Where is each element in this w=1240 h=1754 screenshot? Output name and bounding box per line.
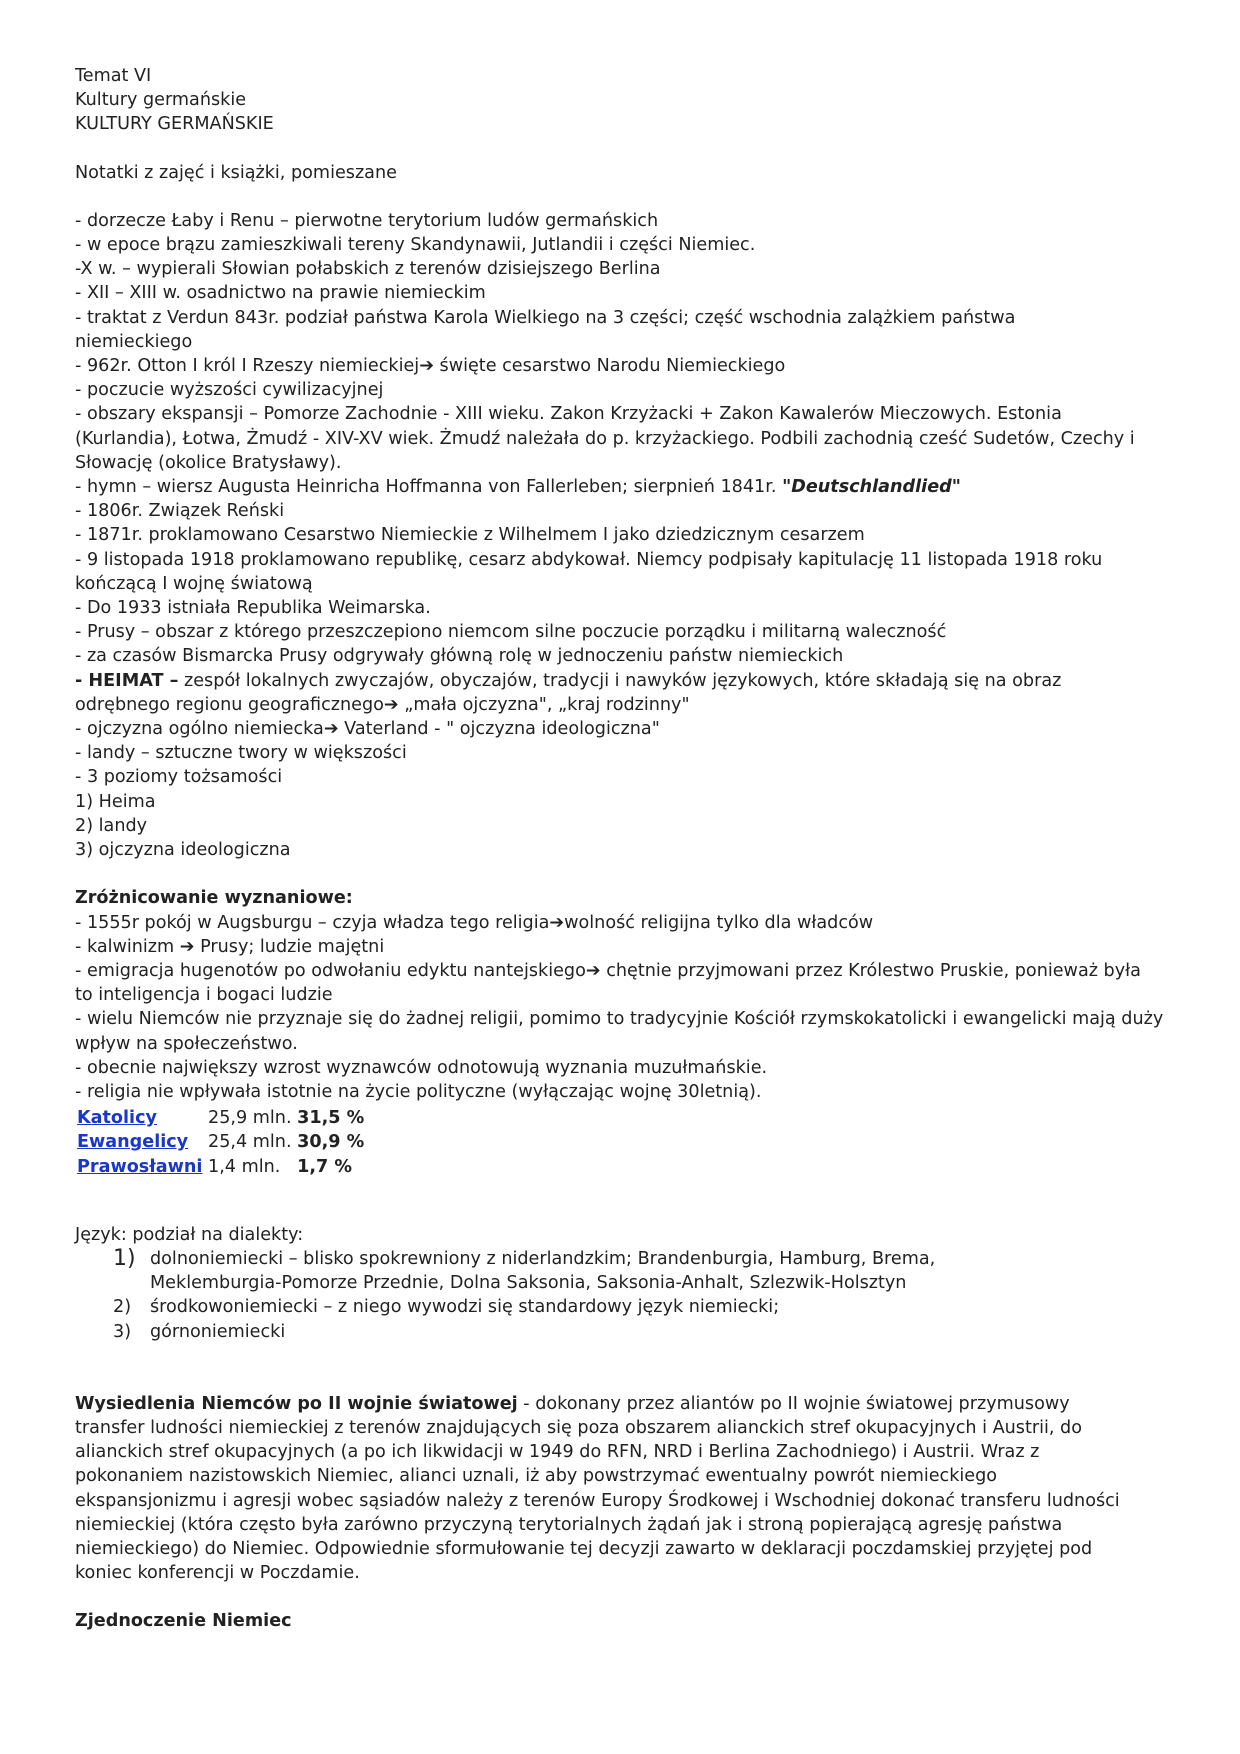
religion-text: chętnie przyjmowani przez Królestwo Pruskie, ponieważ była to inteligencja i bogaci ludzie (75, 960, 1141, 1006)
fact-text: - hymn – wiersz Augusta Heinricha Hoffmanna von Fallerleben; sierpnień 1841r. (75, 477, 783, 498)
stats-percent: 30,9 % (297, 1132, 365, 1153)
list-number: 3) (113, 1321, 132, 1342)
fact-item: - XII – XIII w. osadnictwo na prawie niemieckim (75, 283, 486, 304)
fact-item: - Prusy – obszar z którego przeszczepiono niemcom silne poczucie porządku i militarną waleczność (75, 622, 947, 643)
religion-text: - kalwinizm (75, 936, 180, 957)
arrow-icon: ➔ (323, 719, 339, 740)
unification-heading: Zjednoczenie Niemiec (75, 1611, 292, 1632)
list-number: 2) (113, 1297, 132, 1318)
fact-item: - w epoce brązu zamieszkiwali tereny Skandynawii, Jutlandii i części Niemiec. (75, 235, 756, 256)
religion-text: - emigracja hugenotów po odwołaniu edyktu nantejskiego (75, 960, 586, 981)
stats-value: 25,4 mln. (208, 1132, 292, 1153)
list-item (113, 1295, 1165, 1319)
list-text: dolnoniemiecki – blisko spokrewniony z niderlandzkim; Brandenburgia, Hamburg, Brema, Meklemburgia-Pomorze Przednie, Dolna Saksonia, Saksonia-Anhalt, Szlezwik-Holsztyn (150, 1248, 936, 1294)
list-number: 1) (113, 1245, 136, 1271)
fact-text: święte cesarstwo Narodu Niemieckiego (433, 356, 786, 377)
religion-item: - wielu Niemców nie przyznaje się do żadnej religii, pomimo to tradycyjnie Kościół rzymskokatolicki i ewangelicki mają duży wpływ na społeczeństwo. (75, 1009, 1164, 1054)
fact-item: - poczucie wyższości cywilizacyjnej (75, 380, 384, 401)
stats-value: 25,9 mln. (208, 1108, 292, 1129)
arrow-icon: ➔ (419, 356, 434, 377)
heimat-suffix: „mała ojczyzna", „kraj rodzinny" (398, 694, 690, 715)
stats-link-katolicy[interactable]: Katolicy (77, 1108, 157, 1129)
fact-item (75, 717, 1165, 741)
fact-text: Vaterland - " ojczyzna ideologiczna" (338, 719, 660, 740)
religion-item (75, 959, 1155, 1007)
document-page (75, 64, 1165, 1634)
arrow-icon: ➔ (179, 936, 195, 957)
fact-item: - landy – sztuczne twory w większości (75, 743, 407, 764)
fact-item: - 1806r. Związek Reński (75, 501, 285, 522)
notes-label: Notatki z zajęć i książki, pomieszane (75, 162, 397, 183)
stats-percent: 31,5 % (297, 1108, 365, 1129)
fact-item (75, 354, 1165, 378)
fact-item: - 1871r. proklamowano Cesarstwo Niemieckie z Wilhelmem I jako dziedzicznym cesarzem (75, 525, 865, 546)
religion-stats-table (75, 1106, 1165, 1179)
list-text: górnoniemiecki (150, 1321, 286, 1342)
religion-text: Prusy; ludzie majętni (194, 936, 385, 957)
hymn-title: "Deutschlandlied" (782, 477, 961, 498)
heimat-definition (75, 669, 1135, 717)
religion-text: - 1555r pokój w Augsburgu – czyja władza tego religia (75, 912, 550, 933)
expulsion-paragraph (75, 1392, 1135, 1586)
stats-value: 1,4 mln. (208, 1156, 292, 1177)
fact-item: - traktat z Verdun 843r. podział państwa Karola Wielkiego na 3 części; część wschodnia zalążkiem państwa niemieckiego (75, 307, 1016, 352)
religion-item (75, 935, 1165, 959)
fact-item: - Do 1933 istniała Republika Weimarska. (75, 598, 431, 619)
fact-item: - obszary ekspansji – Pomorze Zachodnie - XIII wieku. Zakon Krzyżacki + Zakon Kawalerów Mieczowych. Estonia (Kurlandia), Łotwa, Żmudź - XIV-XV wiek. Żmudź należała do p. krzyżackiego. Podbili zachodnią cześć Sudetów, Czechy i Słowację (okolice Bratysławy). (75, 404, 1135, 473)
fact-item: 1) Heima (75, 791, 156, 812)
religion-text: wolność religijna tylko dla władców (564, 912, 874, 933)
religion-heading: Zróżnicowanie wyznaniowe: (75, 888, 353, 909)
religion-item (75, 911, 1165, 935)
stats-link-ewangelicy[interactable]: Ewangelicy (77, 1132, 189, 1153)
stats-percent: 1,7 % (297, 1156, 353, 1177)
arrow-icon: ➔ (383, 694, 399, 715)
heimat-label: - HEIMAT – (75, 670, 179, 691)
expulsion-text: - dokonany przez aliantów po II wojnie światowej przymusowy transfer ludności niemieckiej z terenów znajdujących się poza obszarem alianckich stref okupacyjnych i Austrii, do alianckich stref okupacyjnych (a po ich likwidacji w 1949 do RFN, NRD i Berlina Zachodniego) i Austrii. Wraz z pokonaniem nazistowskich Niemiec, alianci uznali, iż aby powstrzymać ewentualny powrót niemieckiego ekspansjonizmu i agresji wobec sąsiadów należy z terenów Europy Środkowej i Wschodniej dokonać transferu ludności niemieckiej (która często była zarówno przyczyną terytorialnych żądań jak i stroną popierającą agresję państwa niemieckiego) do Niemiec. Odpowiednie sformułowanie tej decyzji zawarto w deklaracji poczdamskiej przyjętej pod koniec konferencji w Poczdamie. (75, 1393, 1120, 1584)
fact-item: - 3 poziomy tożsamości (75, 767, 283, 788)
fact-item: 2) landy (75, 815, 148, 836)
subtitle: Kultury germańskie (75, 90, 247, 111)
fact-item: -X w. – wypierali Słowian połabskich z terenów dzisiejszego Berlina (75, 259, 661, 280)
arrow-icon: ➔ (549, 912, 565, 933)
fact-text: - 962r. Otton I król I Rzeszy niemieckiej (75, 356, 420, 377)
religion-item: - obecnie największy wzrost wyznawców odnotowują wyznania muzułmańskie. (75, 1057, 768, 1078)
stats-link-prawoslawni[interactable]: Prawosławni (77, 1156, 203, 1177)
list-item (113, 1247, 1165, 1295)
fact-item: 3) ojczyzna ideologiczna (75, 840, 291, 861)
fact-item: - dorzecze Łaby i Renu – pierwotne terytorium ludów germańskich (75, 210, 659, 231)
fact-item: - 9 listopada 1918 proklamowano republikę, cesarz abdykował. Niemcy podpisały kapitulację 11 listopada 1918 roku kończącą I wojnę światową (75, 549, 1103, 594)
arrow-icon: ➔ (585, 960, 601, 981)
list-text: środkowoniemiecki – z niego wywodzi się standardowy język niemiecki; (150, 1297, 780, 1318)
topic-label: Temat VI (75, 66, 152, 86)
expulsion-heading: Wysiedlenia Niemców po II wojnie światowej (75, 1393, 518, 1414)
fact-text: - ojczyzna ogólno niemiecka (75, 719, 324, 740)
fact-item (75, 475, 1165, 499)
heimat-text: zespół lokalnych zwyczajów, obyczajów, tradycji i nawyków językowych, które składają się na obraz odrębnego regionu geograficznego (75, 670, 1062, 715)
list-item (113, 1320, 1165, 1344)
language-heading: Język: podział na dialekty: (75, 1224, 304, 1245)
fact-item: - za czasów Bismarcka Prusy odgrywały główną rolę w jednoczeniu państw niemieckich (75, 646, 844, 667)
title-caps: KULTURY GERMAŃSKIE (75, 114, 274, 135)
religion-item: - religia nie wpływała istotnie na życie polityczne (wyłączając wojnę 30letnią). (75, 1081, 762, 1102)
dialect-list (113, 1247, 1165, 1344)
